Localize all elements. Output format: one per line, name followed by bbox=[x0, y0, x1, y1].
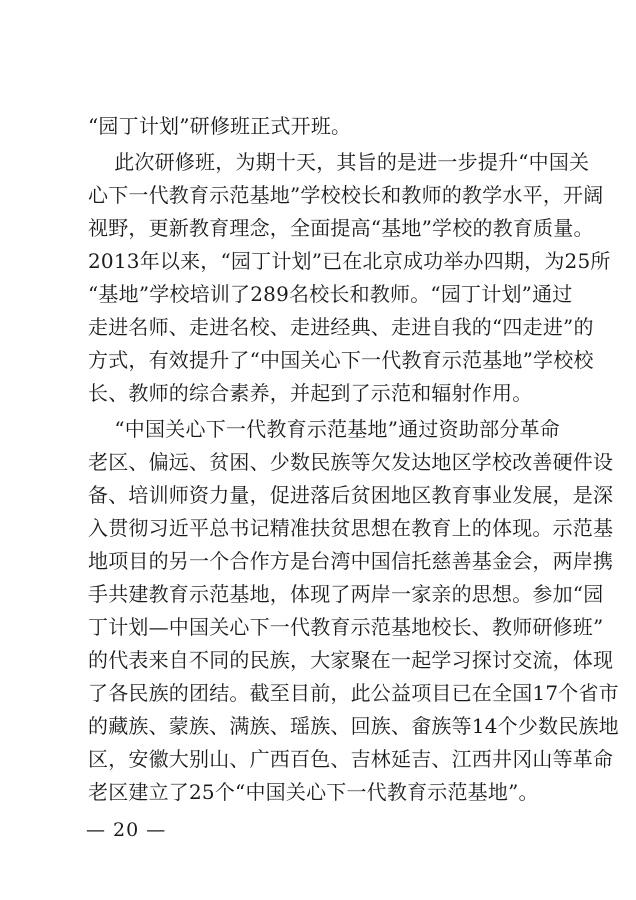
paragraph-2-line: 的藏族、蒙族、满族、瑶族、回族、畲族等14个少数民族地 bbox=[88, 714, 619, 738]
paragraph-2-line: 区，安徽大别山、广西百色、吉林延吉、江西井冈山等革命 bbox=[88, 747, 614, 771]
paragraph-1-line: 2013年以来，“园丁计划”已在北京成功举办四期，为25所 bbox=[88, 249, 611, 273]
paragraph-1-line: 视野，更新教育理念，全面提高“基地”学校的教育质量。 bbox=[88, 216, 594, 240]
paragraph-2-line: 的代表来自不同的民族，大家聚在一起学习探讨交流，体现 bbox=[88, 648, 614, 672]
paragraph-2-line: 入贯彻习近平总书记精准扶贫思想在教育上的体现。示范基 bbox=[88, 516, 614, 540]
paragraph-1-line: 方式，有效提升了“中国关心下一代教育示范基地”学校校 bbox=[88, 348, 594, 372]
paragraph-1-line: 心下一代教育示范基地”学校校长和教师的教学水平，开阔 bbox=[88, 183, 604, 207]
text-line: “园丁计划”研修班正式开班。 bbox=[88, 114, 352, 138]
paragraph-2-line: 老区建立了25个“中国关心下一代教育示范基地”。 bbox=[88, 780, 539, 804]
paragraph-1-line: 长、教师的综合素养，并起到了示范和辐射作用。 bbox=[88, 381, 533, 405]
page-number: — 20 — bbox=[86, 819, 167, 841]
paragraph-2-line: 了各民族的团结。截至目前，此公益项目已在全国17个省市 bbox=[88, 681, 619, 705]
paragraph-2-line: 地项目的另一个合作方是台湾中国信托慈善基金会，两岸携 bbox=[88, 549, 614, 573]
paragraph-2-line: 备、培训师资力量，促进落后贫困地区教育事业发展，是深 bbox=[88, 483, 614, 507]
paragraph-2-line: “中国关心下一代教育示范基地”通过资助部分革命 bbox=[88, 417, 560, 441]
paragraph-1-line: 走进名师、走进名校、走进经典、走进自我的“四走进”的 bbox=[88, 315, 594, 339]
paragraph-1-line: “基地”学校培训了289名校长和教师。“园丁计划”通过 bbox=[88, 282, 573, 306]
paragraph-2-line: 手共建教育示范基地，体现了两岸一家亲的思想。参加“园 bbox=[88, 582, 604, 606]
paragraph-2-line: 老区、偏远、贫困、少数民族等欠发达地区学校改善硬件设 bbox=[88, 450, 614, 474]
paragraph-2-line: 丁计划—中国关心下一代教育示范基地校长、教师研修班” bbox=[88, 615, 604, 639]
paragraph-1-line: 此次研修班，为期十天，其旨的是进一步提升“中国关 bbox=[88, 150, 590, 174]
